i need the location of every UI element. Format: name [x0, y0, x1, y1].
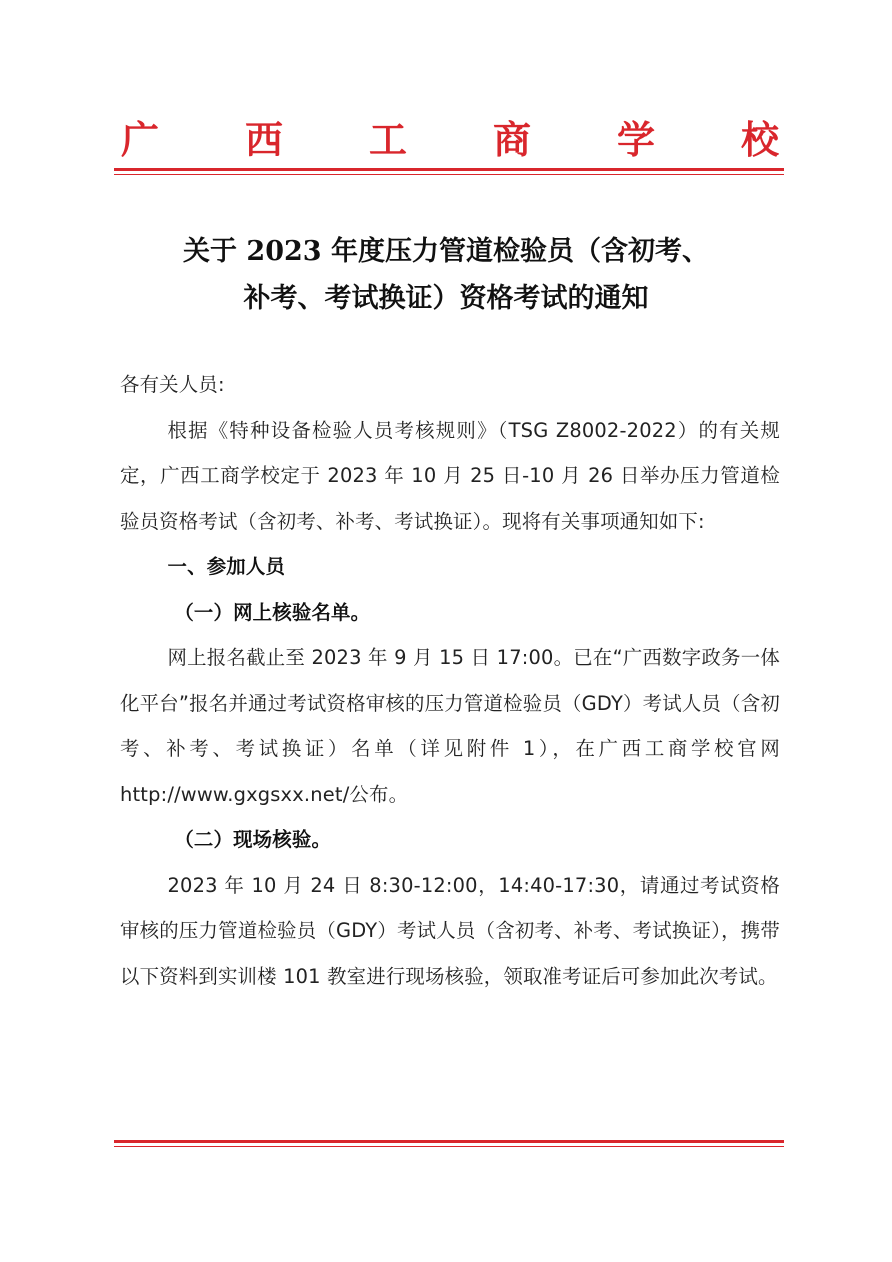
letterhead-char: 工 [368, 117, 407, 162]
notice-body [120, 362, 780, 999]
section-heading-participants: 一、参加人员 [167, 555, 286, 578]
letterhead-char: 西 [244, 117, 283, 162]
notice-title-line1: 关于 2023 年度压力管道检验员（含初考、 [183, 236, 709, 267]
notice-title [100, 228, 792, 322]
header-divider-thick [114, 168, 784, 171]
onsite-check-paragraph: 2023 年 10 月 24 日 8:30-12:00，14:40-17:30，请通过考试资格审核的压力管道检验员（GDY）考试人员（含初考、补考、考试换证），携带以下资料到实训楼 101 教室进行现场核验，领取准考证后可参加此次考试。 [120, 873, 780, 988]
intro-paragraph: 根据《特种设备检验人员考核规则》（TSG Z8002-2022）的有关规定，广西工商学校定于 2023 年 10 月 25 日-10 月 26 日举办压力管道检验员资格考试（含初考、补考、考试换证）。现将有关事项通知如下: [120, 418, 780, 533]
letterhead-char: 学 [616, 117, 655, 162]
notice-title-line2: 补考、考试换证）资格考试的通知 [243, 283, 649, 314]
footer-divider-thick [114, 1140, 784, 1143]
letterhead [118, 112, 782, 168]
letterhead-char: 商 [492, 117, 531, 162]
subsection-heading-onsite-check: （二）现场核验。 [174, 828, 332, 851]
header-divider-thin [114, 174, 784, 175]
online-check-paragraph: 网上报名截止至 2023 年 9 月 15 日 17:00。已在“广西数字政务一体化平台”报名并通过考试资格审核的压力管道检验员（GDY）考试人员（含初考、补考、考试换证）名单（详见附件 1），在广西工商学校官网 http://www.gxgsxx.net/公布。 [120, 646, 780, 806]
footer-divider-thin [114, 1146, 784, 1147]
subsection-heading-online-check: （一）网上核验名单。 [174, 600, 371, 624]
letterhead-char: 校 [740, 117, 779, 162]
salutation: 各有关人员: [120, 373, 225, 396]
letterhead-char: 广 [120, 117, 159, 162]
